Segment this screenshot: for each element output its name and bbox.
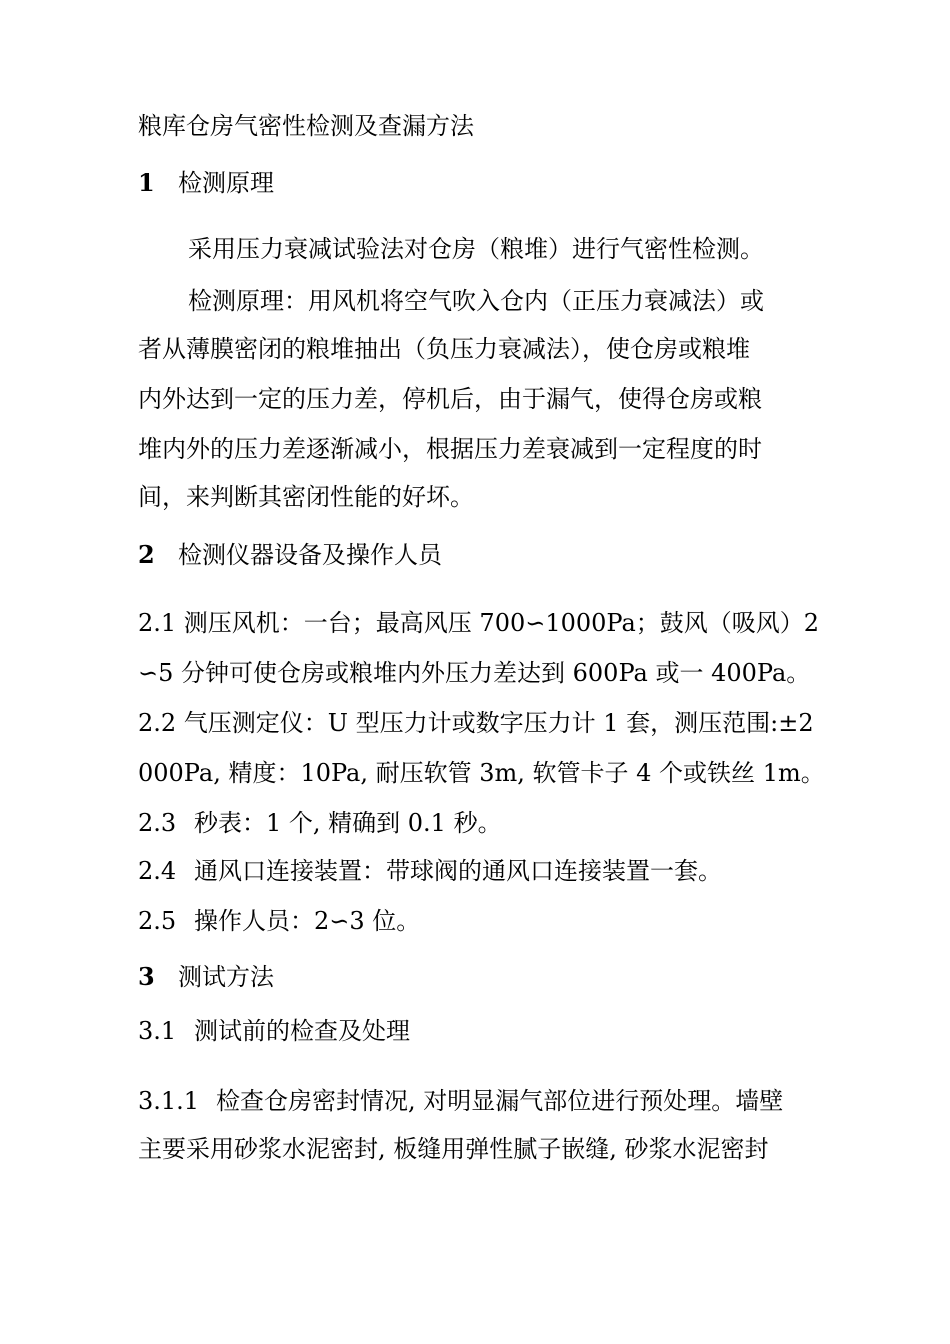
item-3-1-1-text: 检查仓房密封情况, 对明显漏气部位进行预处理。墙壁 [216, 1087, 784, 1115]
item-2-3-text: 秒表：1 个, 精确到 0.1 秒。 [194, 809, 502, 837]
section-1-paragraph-1: 采用压力衰减试验法对仓房（粮堆）进行气密性检测。 [188, 235, 764, 263]
item-2-4 [138, 856, 722, 886]
section-1-title: 检测原理 [178, 169, 274, 197]
section-3-title: 测试方法 [178, 963, 274, 991]
item-2-4-number: 2.4 [138, 857, 177, 885]
section-1-number: 1 [138, 168, 155, 197]
item-2-4-text: 通风口连接装置：带球阀的通风口连接装置一套。 [194, 857, 722, 885]
item-2-5-text: 操作人员：2∽3 位。 [194, 907, 421, 935]
section-2-heading [138, 540, 442, 570]
section-3-1-title: 测试前的检查及处理 [194, 1017, 410, 1045]
item-3-1-1-line-2: 主要采用砂浆水泥密封, 板缝用弹性腻子嵌缝, 砂浆水泥密封 [138, 1135, 769, 1163]
item-2-2-line-1: 2.2 气压测定仪：U 型压力计或数字压力计 1 套，测压范围:±2 [138, 709, 814, 737]
item-2-5 [138, 906, 420, 936]
section-3-heading [138, 962, 274, 992]
section-1-paragraph-2-line-3: 内外达到一定的压力差，停机后，由于漏气，使得仓房或粮 [138, 385, 762, 413]
section-1-paragraph-2-line-4: 堆内外的压力差逐渐减小，根据压力差衰减到一定程度的时 [138, 435, 762, 463]
section-1-paragraph-2-line-2: 者从薄膜密闭的粮堆抽出（负压力衰减法），使仓房或粮堆 [138, 335, 750, 363]
section-3-1-number: 3.1 [138, 1017, 177, 1045]
item-2-3-number: 2.3 [138, 809, 177, 837]
section-3-1-heading [138, 1016, 410, 1046]
item-3-1-1-line-1 [138, 1086, 783, 1116]
section-2-title: 检测仪器设备及操作人员 [178, 541, 442, 569]
item-2-5-number: 2.5 [138, 907, 177, 935]
document-title: 粮库仓房气密性检测及查漏方法 [138, 112, 474, 140]
item-2-1-line-2: ∽5 分钟可使仓房或粮堆内外压力差达到 600Pa 或一 400Pa。 [138, 659, 811, 687]
item-2-3 [138, 808, 502, 838]
item-3-1-1-number: 3.1.1 [138, 1087, 200, 1115]
section-1-paragraph-2-line-1: 检测原理：用风机将空气吹入仓内（正压力衰减法）或 [188, 287, 764, 315]
item-2-1-line-1: 2.1 测压风机：一台；最高风压 700∽1000Pa；鼓风（吸风）2 [138, 609, 820, 637]
section-1-heading [138, 168, 274, 198]
item-2-2-line-2: 000Pa, 精度：10Pa, 耐压软管 3m, 软管卡子 4 个或铁丝 1m。 [138, 759, 825, 787]
section-3-number: 3 [138, 962, 155, 991]
section-1-paragraph-2-line-5: 间，来判断其密闭性能的好坏。 [138, 483, 474, 511]
section-2-number: 2 [138, 540, 155, 569]
